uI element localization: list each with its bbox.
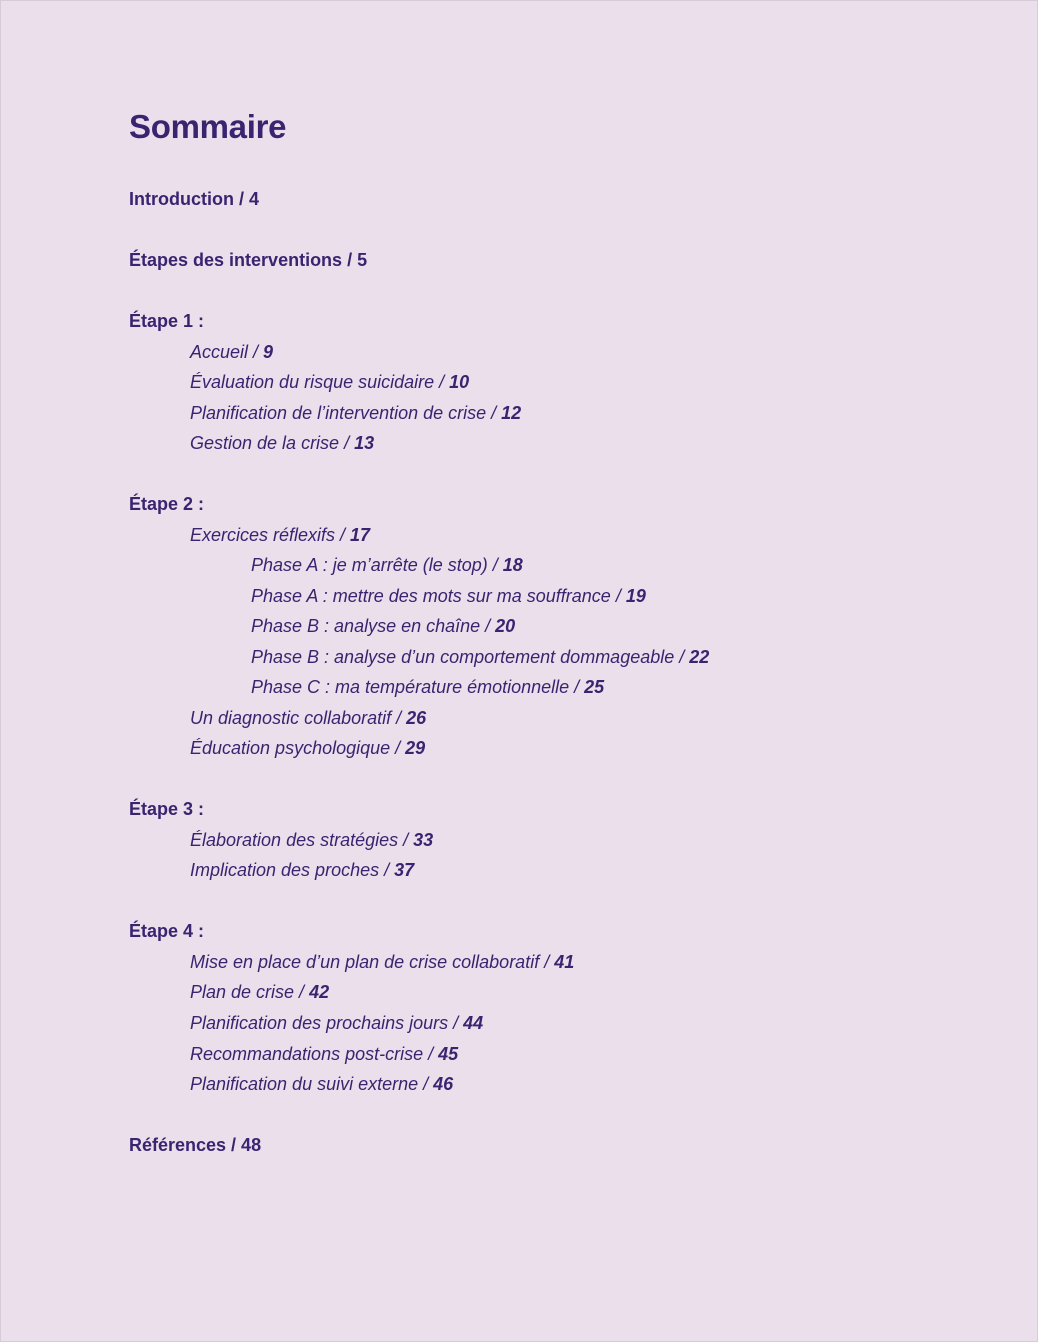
toc-entry[interactable]	[190, 1043, 458, 1065]
toc-entry[interactable]	[190, 737, 425, 759]
toc-entry-text: Planification du suivi externe /	[190, 1074, 434, 1094]
toc-heading-etape-1: Étape 1 :	[129, 311, 205, 331]
toc-page-number: 17	[350, 525, 371, 545]
toc-entry[interactable]	[190, 707, 426, 729]
toc-entry-text: Mise en place d’un plan de crise collaboratif /	[190, 952, 555, 972]
toc-page-number: 20	[495, 616, 516, 636]
toc-page-number: 22	[689, 647, 710, 667]
toc-entry-text: Éducation psychologique /	[190, 738, 406, 758]
toc-entry[interactable]	[190, 1073, 453, 1095]
toc-page-number: 29	[405, 738, 426, 758]
toc-entry-etapes-interventions[interactable]: Étapes des interventions / 5	[129, 250, 368, 270]
toc-page-number: 41	[554, 952, 575, 972]
page-title: Sommaire	[129, 108, 287, 145]
toc-heading-etape-2: Étape 2 :	[129, 494, 205, 514]
toc-page-number: 46	[433, 1074, 454, 1094]
toc-entry[interactable]	[190, 951, 574, 973]
toc-entry-text: Accueil /	[190, 342, 264, 362]
toc-entry-text: Phase C : ma température émotionnelle /	[251, 677, 585, 697]
toc-entry[interactable]	[190, 981, 329, 1003]
toc-page-number: 9	[263, 342, 274, 362]
toc-entry-introduction[interactable]: Introduction / 4	[129, 189, 259, 209]
toc-entry[interactable]	[190, 524, 370, 546]
toc-entry-text: Planification de l’intervention de crise /	[190, 403, 502, 423]
toc-entry-text: Élaboration des stratégies /	[190, 830, 414, 850]
toc-page-number: 13	[354, 433, 375, 453]
toc-entry-text: Phase B : analyse en chaîne /	[251, 616, 496, 636]
toc-subentry[interactable]	[251, 615, 515, 637]
toc-subentry[interactable]	[251, 585, 646, 607]
toc-entry[interactable]	[190, 1012, 483, 1034]
toc-entry-text: Exercices réflexifs /	[190, 525, 351, 545]
toc-page-number: 19	[625, 586, 646, 606]
toc-entry-text: Phase A : je m’arrête (le stop) /	[251, 555, 503, 575]
toc-entry-text: Implication des proches /	[190, 860, 395, 880]
toc-entry-text: Recommandations post-crise /	[190, 1044, 439, 1064]
toc-entry[interactable]	[190, 829, 433, 851]
toc-entry[interactable]	[190, 432, 374, 454]
toc-page-number: 26	[406, 708, 427, 728]
toc-page-number: 12	[501, 403, 522, 423]
toc-heading-etape-4: Étape 4 :	[129, 921, 205, 941]
toc-subentry[interactable]	[251, 646, 709, 668]
toc-entry-text: Évaluation du risque suicidaire /	[190, 372, 450, 392]
toc-entry[interactable]	[190, 371, 469, 393]
toc-entry-text: Phase B : analyse d’un comportement dommageable /	[251, 647, 690, 667]
toc-page-number: 42	[309, 982, 330, 1002]
toc-page-number: 18	[502, 555, 523, 575]
toc-entry-text: Planification des prochains jours /	[190, 1013, 464, 1033]
toc-entry-references[interactable]: Références / 48	[129, 1135, 262, 1155]
toc-page-number: 44	[463, 1013, 484, 1033]
toc-page-number: 37	[394, 860, 415, 880]
toc-entry[interactable]	[190, 402, 521, 424]
toc-subentry[interactable]	[251, 676, 604, 698]
toc-heading-etape-3: Étape 3 :	[129, 799, 205, 819]
toc-entry-text: Plan de crise /	[190, 982, 310, 1002]
toc-entry-text: Gestion de la crise /	[190, 433, 355, 453]
toc-page-number: 33	[413, 830, 434, 850]
toc-page-number: 45	[438, 1044, 459, 1064]
toc-page-number: 25	[584, 677, 605, 697]
toc-entry-text: Un diagnostic collaboratif /	[190, 708, 407, 728]
toc-subentry[interactable]	[251, 554, 523, 576]
toc-page-number: 10	[449, 372, 470, 392]
toc-entry[interactable]	[190, 859, 414, 881]
toc-entry[interactable]	[190, 341, 273, 363]
toc-entry-text: Phase A : mettre des mots sur ma souffrance /	[251, 586, 626, 606]
